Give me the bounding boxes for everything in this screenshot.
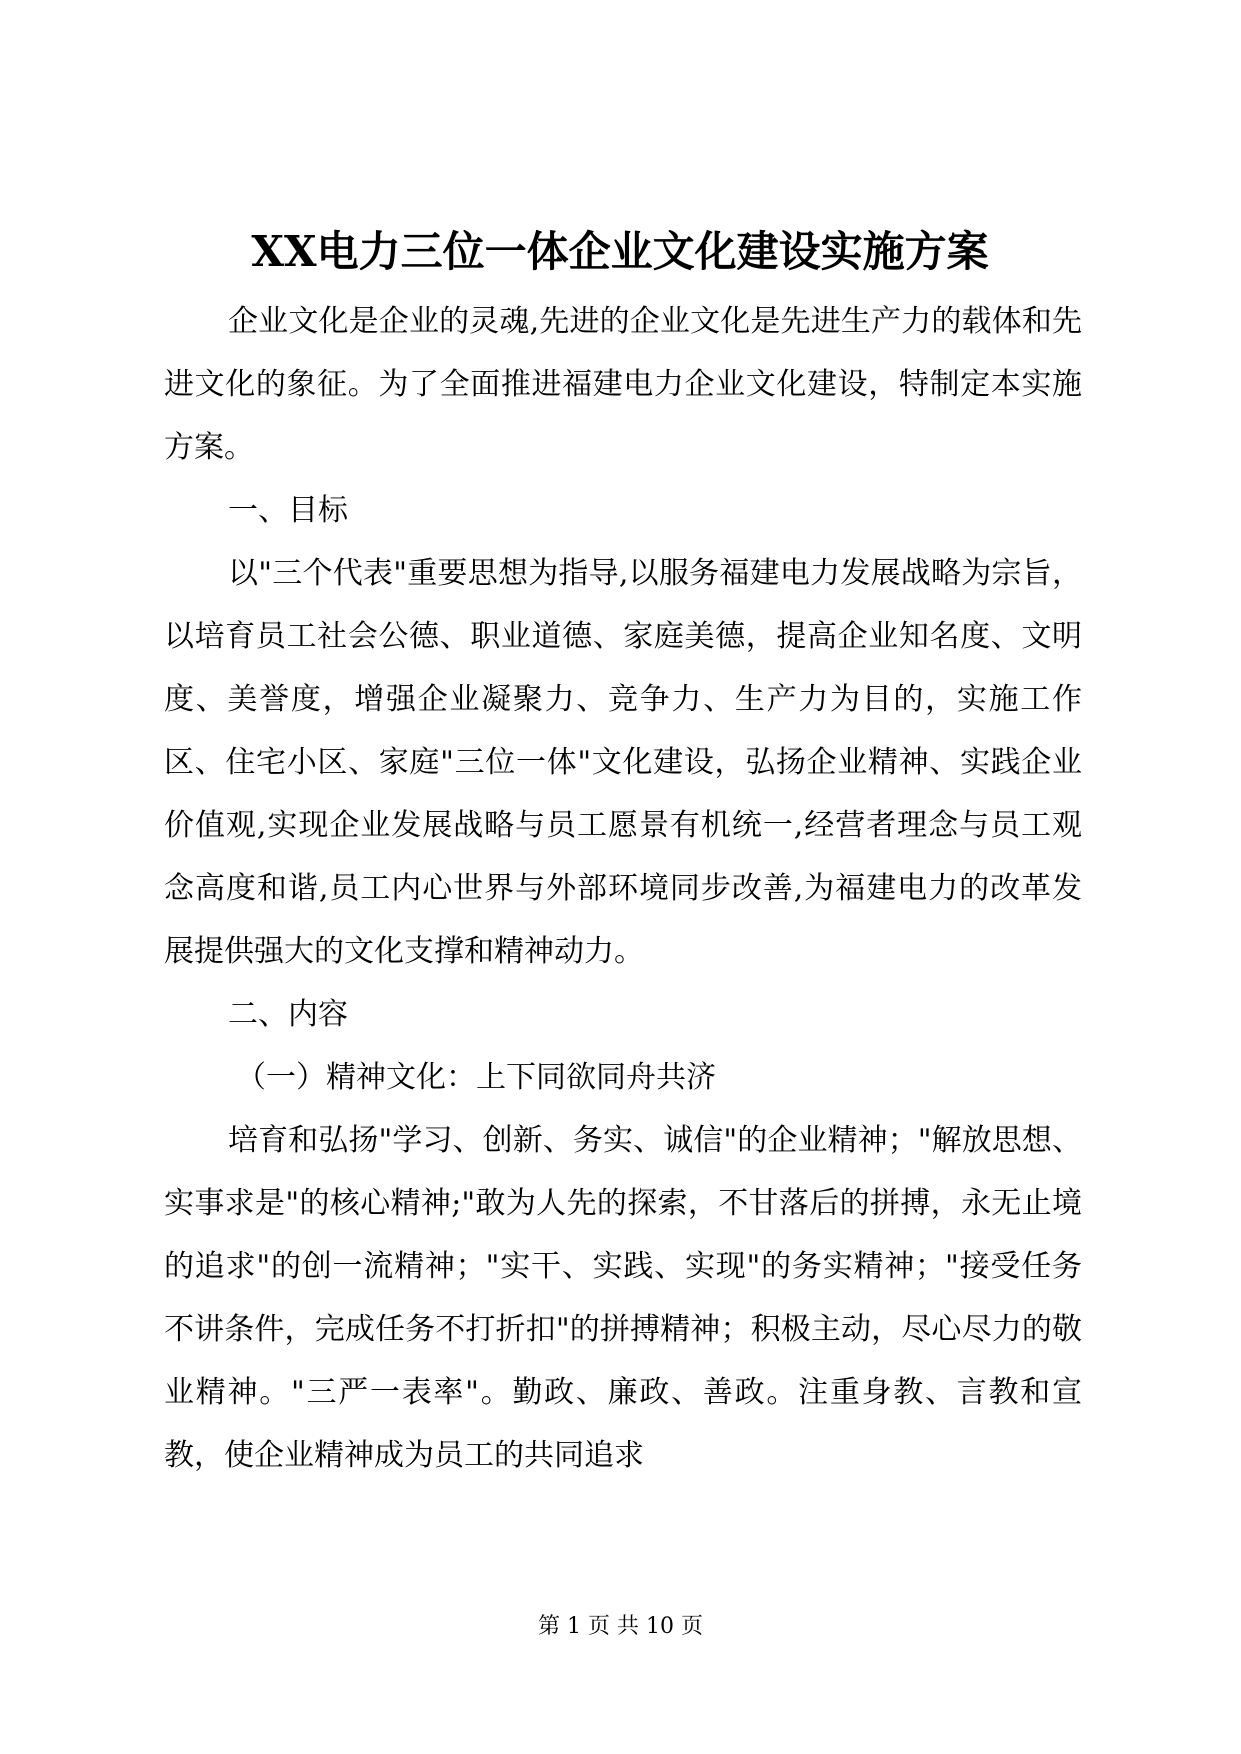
intro-paragraph: 企业文化是企业的灵魂,先进的企业文化是先进生产力的载体和先进文化的象征。为了全面推进福建电力企业文化建设，特制定本实施方案。 [164, 304, 1082, 465]
document-title: XX电力三位一体企业文化建设实施方案 [251, 227, 989, 276]
spirit-culture-paragraph: 培育和弘扬"学习、创新、务实、诚信"的企业精神；"解放思想、实事求是"的核心精神;"敢为人先的探索，不甘落后的拼搏，永无止境的追求"的创一流精神；"实干、实践、实现"的务实精神；"接受任务不讲条件，完成任务不打折扣"的拼搏精神；积极主动，尽心尽力的敬业精神。"三严一表率"。勤政、廉政、善政。注重身教、言教和宣教，使企业精神成为员工的共同追求 [164, 1123, 1082, 1473]
document-body [164, 290, 1082, 1487]
section-heading-content: 二、内容 [228, 997, 348, 1032]
page-number-footer: 第 1 页 共 10 页 [538, 1614, 703, 1639]
section-heading-goals: 一、目标 [228, 493, 348, 528]
subsection-heading-spirit-culture: （一）精神文化：上下同欲同舟共济 [236, 1060, 716, 1095]
goals-paragraph: 以"三个代表"重要思想为指导,以服务福建电力发展战略为宗旨，以培育员工社会公德、职业道德、家庭美德，提高企业知名度、文明度、美誉度，增强企业凝聚力、竞争力、生产力为目的，实施工作区、住宅小区、家庭"三位一体"文化建设，弘扬企业精神、实践企业价值观,实现企业发展战略与员工愿景有机统一,经营者理念与员工观念高度和谐,员工内心世界与外部环境同步改善,为福建电力的改革发展提供强大的文化支撑和精神动力。 [164, 556, 1082, 969]
